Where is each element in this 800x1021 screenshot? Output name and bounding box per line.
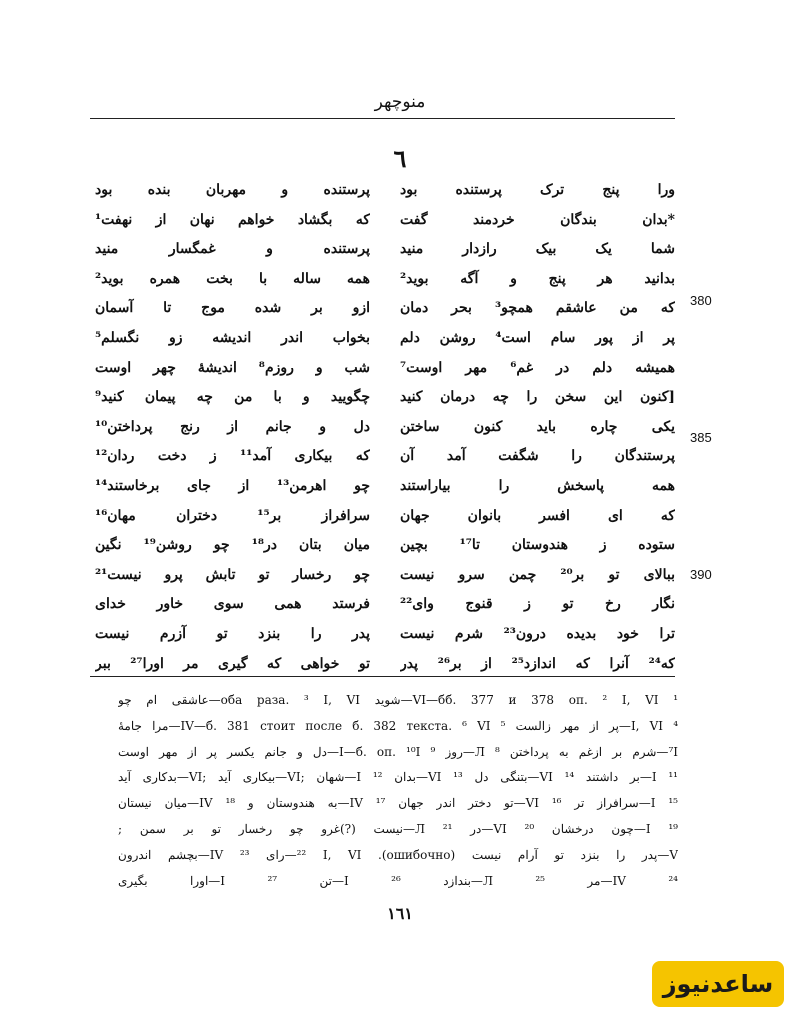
line-number: 380: [690, 293, 712, 308]
verse-line: پر از پور سام است⁴ روشن دلم: [400, 329, 675, 346]
verse-column-left: [95, 176, 370, 679]
footnote-line: ¹ VI—бб. 377 и 378 оп. ² I, VI—شوید оба раза. ³ I, VI—عاشقی ام چو: [118, 693, 678, 707]
verse-line: میان بتان در¹⁸ چو روشن¹⁹ نگین: [95, 537, 370, 554]
verse-line: که بگشاد خواهم نهان از نهفت¹: [95, 211, 370, 228]
footnote-line: ¹¹ I—بر داشتند ¹⁴ VI—بتنگی دل ¹³ VI—بدان ¹² I—شهان ;VI—بیکاری آید ;VI—بدکاری آید: [118, 770, 678, 785]
verse-line: پرستندگان را شگفت آمد آن: [400, 448, 675, 465]
footnote-rule: [90, 676, 675, 677]
line-number: 390: [690, 567, 712, 582]
verse-line: [کنون این سخن را چه درمان کنید: [400, 389, 675, 406]
verse-line: بدانید هر پنج و آگه بوید²: [400, 270, 675, 287]
verse-line: ترا خود بدیده درون²³ شرم نیست: [400, 625, 675, 642]
verse-line: نگار رخ تو ز قنوج وای²²: [400, 596, 675, 613]
page-number: ١٦١: [387, 904, 413, 923]
footnote-line: V—پدر را بنزد تو آرام نیست (ошибочно). ²² I, VI—رای ²³ IV—بچشم اندرون: [118, 847, 678, 862]
verse-line: دل و جانم از رنج پرداختن¹⁰: [95, 418, 370, 435]
verse-line: ستوده ز هندوستان تا¹⁷ بچین: [400, 537, 675, 554]
verse-column-right: [400, 176, 675, 679]
footnote-line: ⁴ I, VI—پر از مهر زالست ⁵ IV—б. 381 стоит после б. 382 текста. ⁶ VI—مرا جامهٔ: [118, 718, 678, 733]
verse-line: فرستد همی سوی خاور خدای: [95, 596, 370, 613]
verse-line: پرستنده و مهربان بنده بود: [95, 182, 370, 198]
verse-line: سرافراز بر¹⁵ دختران مهان¹⁶: [95, 507, 370, 524]
verse-line: بخواب اندر اندیشه زو نگسلم⁵: [95, 329, 370, 346]
section-number: ٦: [393, 144, 407, 173]
page-header-title: منوچهر: [374, 92, 426, 112]
verse-line: همه ساله با بخت همره بوید²: [95, 270, 370, 287]
verse-line: شما یک بیک رازدار منید: [400, 241, 675, 258]
verse-line: تو خواهی که گیری مر اورا²⁷ ببر: [95, 655, 370, 672]
verse-line: که²⁴ آنرا که اندازد²⁵ از بر²⁶ پدر: [400, 655, 675, 672]
footnote-line: ⁷I—شرم بر ازغم به پرداختن ⁸ Л—روز ⁹ I—б. оп. ¹⁰I—دل و جانم یکسر پر از مهر اوست: [118, 744, 678, 759]
header-rule: [90, 118, 675, 119]
watermark-logo: ساعدنیوز: [652, 961, 784, 1007]
verse-line: ازو بر شده موج تا آسمان: [95, 300, 370, 317]
verse-line: شب و روزم⁸ اندیشهٔ چهر اوست: [95, 359, 370, 376]
verse-line: چو اهرمن¹³ از جای برخاستند¹⁴: [95, 477, 370, 494]
verse-line: که من عاشقم همچو³ بحر دمان: [400, 300, 675, 317]
verse-line: یکی چاره باید کنون ساختن: [400, 418, 675, 435]
verse-line: پدر را بنزد تو آزرم نیست: [95, 625, 370, 642]
verse-line: که بیکاری آمد¹¹ ز دخت ردان¹²: [95, 448, 370, 465]
footnote-line: ¹⁵ I—سرافراز تر ¹⁶ VI—تو دختر اندر جهان ¹⁷ IV—به هندوستان و ¹⁸ IV—میان نیستان: [118, 796, 678, 811]
verse-line: *بدان بندگان خردمند گفت: [400, 211, 675, 228]
footnote-line: ²⁴ IV—مر ²⁵ Л—بندازد ²⁶ I—تن ²⁷ I—اورا بگیری: [118, 873, 678, 888]
line-number: 385: [690, 430, 712, 445]
verse-line: چو رخسار تو تابش پرو نیست²¹: [95, 566, 370, 583]
verse-line: ورا پنج ترک پرستنده بود: [400, 182, 675, 198]
verse-line: که ای افسر بانوان جهان: [400, 507, 675, 524]
footnotes-block: [118, 688, 678, 894]
verse-line: پرستنده و غمگسار منید: [95, 241, 370, 258]
verse-line: همه پاسخش را بیاراستند: [400, 477, 675, 494]
verse-line: ببالای تو بر²⁰ چمن سرو نیست: [400, 566, 675, 583]
verse-line: چگویید و با من چه پیمان کنید⁹: [95, 389, 370, 406]
footnote-line: ¹⁹ I—چون درخشان ²⁰ VI—در ²¹ Л—نیست (?)غرو چو رخسار تو بر سمن ;: [118, 821, 678, 836]
verse-line: همیشه دلم در غم⁶ مهر اوست⁷: [400, 359, 675, 376]
